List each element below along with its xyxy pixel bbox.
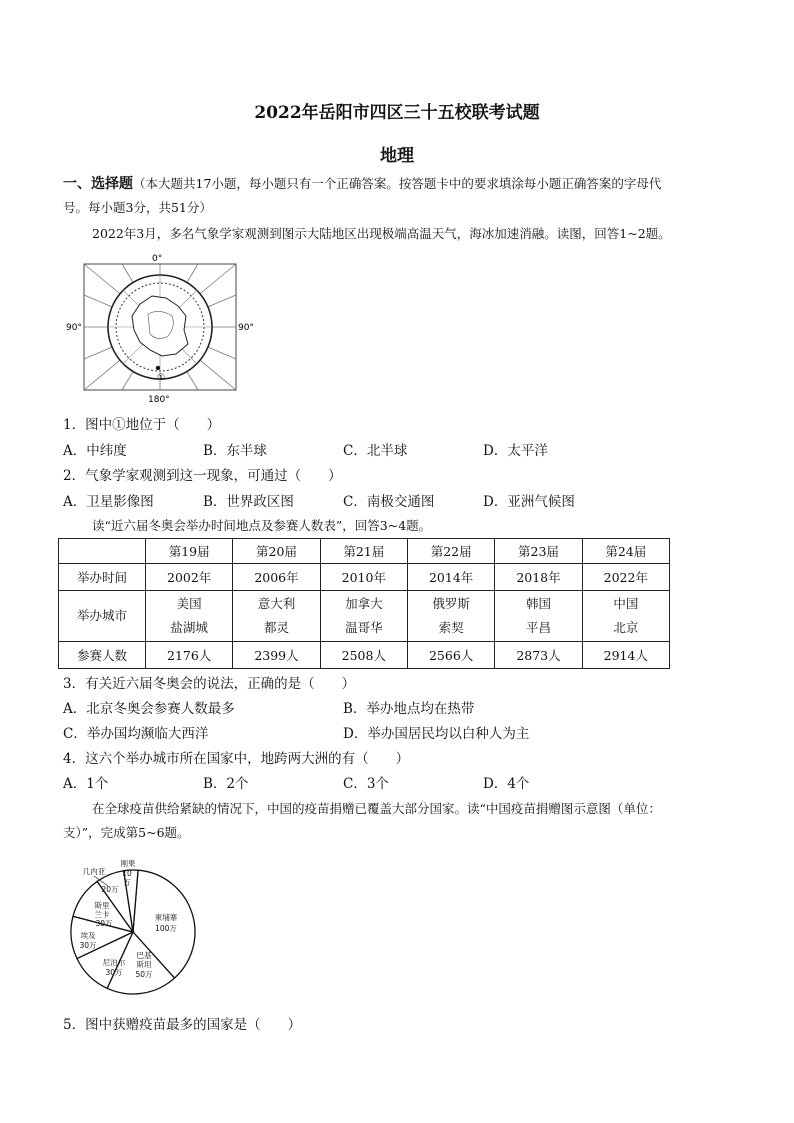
pie-label-congo: 刚果 xyxy=(120,859,136,868)
map-label-point: ① xyxy=(157,373,166,383)
map-label-top: 0° xyxy=(152,254,163,264)
antarctic-map xyxy=(62,250,252,405)
city-name: 都灵 xyxy=(263,620,289,635)
pie-label-guinea: 几内亚 xyxy=(82,867,106,876)
intro-paragraph-1: 2022年3月，多名气象学家观测到图示大陆地区出现极端高温天气，海冰加速消融。读图，回答1~2题。 xyxy=(92,226,671,241)
pie-label-srilanka-2: 兰卡 xyxy=(94,910,110,919)
q3-option-c: C．举办国均濒临大西洋 xyxy=(63,726,209,742)
table-cell: 2018年 xyxy=(495,564,582,591)
pie-label-nepal-value: 30万 xyxy=(105,968,123,977)
q1-option-d: D．太平洋 xyxy=(483,443,548,459)
country-name: 中国 xyxy=(613,596,639,611)
table-cell xyxy=(146,591,233,642)
pie-label-egypt: 埃及 xyxy=(80,931,96,940)
intro-paragraph-3-line-2: 支）”，完成第5~6题。 xyxy=(63,825,190,840)
table-cell: 第22届 xyxy=(407,539,494,564)
exam-title: 2022年岳阳市四区三十五校联考试题 xyxy=(254,103,540,123)
pie-label-cambodia: 柬埔寨 xyxy=(154,913,178,922)
map-label-left: 90° xyxy=(66,323,82,333)
map-label-right: 90° xyxy=(238,323,254,333)
pie-label-nepal: 尼泊尔 xyxy=(102,958,126,967)
intro-paragraph-2: 读“近六届冬奥会举办时间地点及参赛人数表”，回答3~4题。 xyxy=(92,518,432,533)
vaccine-pie-chart xyxy=(66,854,200,999)
question-2-stem: 2．气象学家观测到这一现象，可通过（ ） xyxy=(63,468,342,484)
country-name: 意大利 xyxy=(257,596,296,611)
intro-paragraph-3-line-1: 在全球疫苗供给紧缺的情况下，中国的疫苗捐赠已覆盖大部分国家。读“中国疫苗捐赠图示意图（单位： xyxy=(92,801,661,816)
table-cell: 举办时间 xyxy=(59,564,146,591)
q2-option-a: A．卫星影像图 xyxy=(63,494,154,510)
table-cell: 2176人 xyxy=(146,642,233,669)
table-cell: 2873人 xyxy=(495,642,582,669)
table-row xyxy=(59,591,670,642)
table-cell: 第20届 xyxy=(233,539,320,564)
table-cell: 2010年 xyxy=(320,564,407,591)
table-cell xyxy=(582,591,669,642)
table-cell xyxy=(59,539,146,564)
pie-label-srilanka-value: 30万 xyxy=(95,919,113,928)
table-cell: 举办城市 xyxy=(59,591,146,642)
pie-label-congo-unit: 万 xyxy=(123,878,131,887)
section-note-2: 号。每小题3分，共51分） xyxy=(63,200,212,215)
q1-option-b: B．东半球 xyxy=(203,443,267,459)
section-heading xyxy=(63,172,661,196)
table-cell: 2508人 xyxy=(320,642,407,669)
city-name: 北京 xyxy=(613,620,639,635)
country-name: 俄罗斯 xyxy=(432,596,470,611)
section-note-1: （本大题共17小题，每小题只有一个正确答案。按答题卡中的要求填涂每小题正确答案的字母代 xyxy=(133,176,662,191)
pie-label-srilanka: 斯里 xyxy=(94,901,110,910)
q2-option-b: B．世界政区图 xyxy=(203,494,294,510)
q1-option-a: A．中纬度 xyxy=(63,443,127,459)
table-cell: 第21届 xyxy=(320,539,407,564)
pie-label-egypt-value: 30万 xyxy=(79,941,97,950)
table-row xyxy=(59,564,670,591)
table-cell: 2014年 xyxy=(407,564,494,591)
table-cell: 参赛人数 xyxy=(59,642,146,669)
section-title: 一、选择题 xyxy=(63,176,133,192)
country-name: 韩国 xyxy=(525,596,551,611)
q1-option-c: C．北半球 xyxy=(343,443,408,459)
q4-option-c: C．3个 xyxy=(343,776,389,792)
olympics-table xyxy=(58,538,670,669)
map-label-bottom: 180° xyxy=(148,395,170,405)
country-name: 加拿大 xyxy=(345,596,383,611)
exam-subject: 地理 xyxy=(380,146,414,166)
q4-option-a: A．1个 xyxy=(63,776,109,792)
point-1-marker xyxy=(156,366,160,370)
table-cell: 第24届 xyxy=(582,539,669,564)
pie-label-pakistan: 巴基 xyxy=(136,951,152,960)
city-name: 温哥华 xyxy=(345,620,383,635)
table-cell: 2914人 xyxy=(582,642,669,669)
table-cell: 第19届 xyxy=(146,539,233,564)
pie-label-guinea-value: 20万 xyxy=(101,885,119,894)
city-name: 盐湖城 xyxy=(170,620,208,635)
table-cell: 2566人 xyxy=(407,642,494,669)
city-name: 平昌 xyxy=(525,620,551,635)
table-cell: 2002年 xyxy=(146,564,233,591)
table-cell xyxy=(320,591,407,642)
table-cell: 2022年 xyxy=(582,564,669,591)
city-name: 索契 xyxy=(438,620,464,635)
question-3-stem: 3．有关近六届冬奥会的说法，正确的是（ ） xyxy=(63,676,356,692)
pie-label-congo-value: 10 xyxy=(122,869,132,878)
table-cell: 2006年 xyxy=(233,564,320,591)
q2-option-d: D．亚洲气候图 xyxy=(483,494,575,510)
table-cell: 2399人 xyxy=(233,642,320,669)
q3-option-b: B．举办地点均在热带 xyxy=(343,701,475,717)
table-cell: 第23届 xyxy=(495,539,582,564)
q4-option-d: D．4个 xyxy=(483,776,530,792)
question-1-stem: 1．图中①地位于（ ） xyxy=(63,417,221,433)
pie-label-cambodia-value: 100万 xyxy=(155,924,177,933)
pie-label-pakistan-2: 斯坦 xyxy=(136,960,152,969)
table-cell xyxy=(233,591,320,642)
table-cell xyxy=(407,591,494,642)
table-cell xyxy=(495,591,582,642)
table-row xyxy=(59,642,670,669)
table-header-row xyxy=(59,539,670,564)
q3-option-d: D．举办国居民均以白种人为主 xyxy=(343,726,530,742)
pie-label-pakistan-value: 50万 xyxy=(135,970,153,979)
country-name: 美国 xyxy=(176,596,202,611)
q2-option-c: C．南极交通图 xyxy=(343,494,435,510)
q3-option-a: A．北京冬奥会参赛人数最多 xyxy=(63,701,235,717)
q4-option-b: B．2个 xyxy=(203,776,249,792)
question-5-stem: 5．图中获赠疫苗最多的国家是（ ） xyxy=(63,1017,302,1033)
question-4-stem: 4．这六个举办城市所在国家中，地跨两大洲的有（ ） xyxy=(63,751,410,767)
